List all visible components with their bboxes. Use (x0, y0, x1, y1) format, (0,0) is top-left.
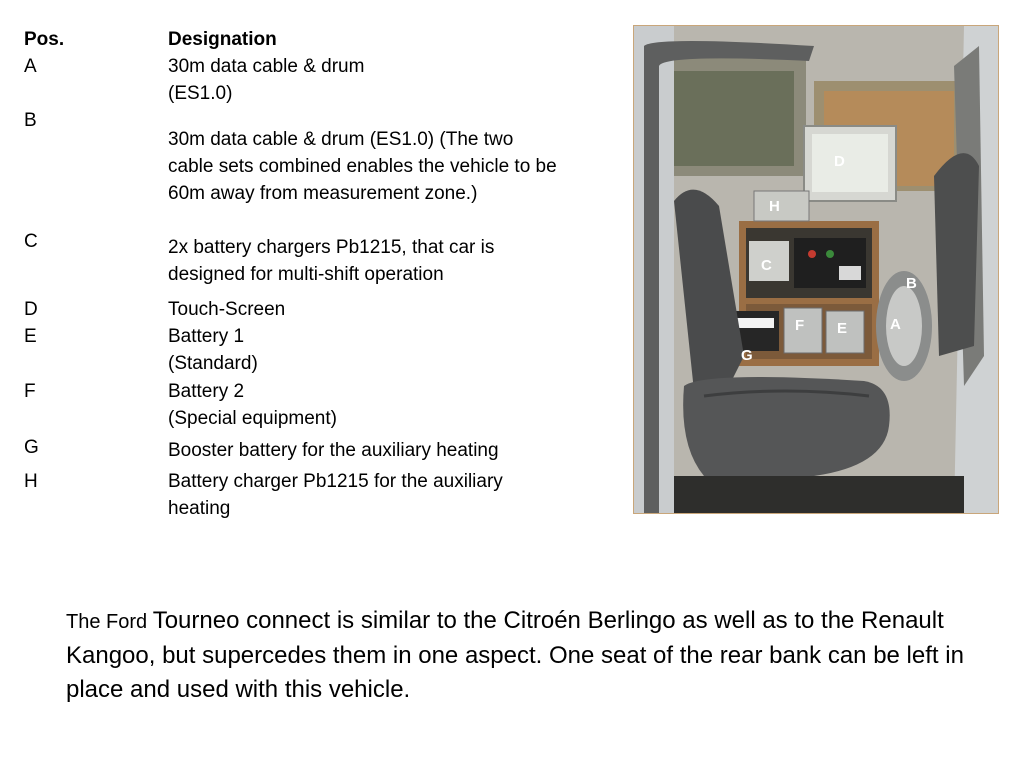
designation-line: (ES1.0) (168, 83, 233, 104)
designation-line: Battery 2 (168, 381, 245, 402)
row-pos: G (24, 437, 39, 458)
caption-lead: The Ford (66, 611, 153, 633)
designation-line: (Standard) (168, 353, 258, 374)
position-table (24, 26, 604, 519)
row-designation (168, 468, 598, 522)
designation-line: 30m data cable & drum (168, 56, 365, 77)
row-designation (168, 53, 598, 107)
photo-label-d: D (834, 153, 845, 170)
table-header (24, 26, 604, 53)
designation-line: Touch-Screen (168, 299, 286, 320)
row-pos: A (24, 56, 37, 77)
header-designation: Designation (168, 29, 277, 50)
designation-line: 60m away from measurement zone.) (168, 183, 478, 204)
photo-label-b: B (906, 275, 917, 292)
row-designation (168, 437, 598, 464)
photo-label-f: F (795, 317, 805, 334)
designation-line: cable sets combined enables the vehicle to be (168, 156, 557, 177)
description-paragraph (66, 604, 986, 707)
designation-line: Booster battery for the auxiliary heating (168, 440, 499, 461)
row-designation (168, 296, 598, 323)
row-designation (168, 126, 598, 207)
row-pos: D (24, 299, 38, 320)
row-designation (168, 378, 598, 432)
row-designation (168, 323, 598, 377)
row-pos: F (24, 381, 36, 402)
designation-line: Battery 1 (168, 326, 245, 347)
vehicle-interior-photo (633, 25, 999, 514)
row-designation (168, 234, 598, 288)
caption-rest: Tourneo connect is similar to the Citroén Berlingo as well as to the Renault Kangoo, but supercedes them in one aspect. One seat of the rear bank can be left in place and used with this vehicle. (66, 607, 964, 703)
designation-line: 2x battery chargers Pb1215, that car is (168, 237, 495, 258)
photo-label-h: H (769, 198, 780, 215)
designation-line: 30m data cable & drum (ES1.0) (The two (168, 129, 514, 150)
photo-label-g: G (741, 347, 753, 364)
row-pos: C (24, 231, 38, 252)
photo-label-a: A (890, 316, 901, 333)
designation-line: heating (168, 498, 231, 519)
row-pos: B (24, 110, 37, 131)
header-pos: Pos. (24, 29, 65, 50)
row-pos: H (24, 471, 38, 492)
photo-label-e: E (837, 320, 848, 337)
photo-label-c: C (761, 257, 772, 274)
designation-line: designed for multi-shift operation (168, 264, 444, 285)
row-pos: E (24, 326, 37, 347)
designation-line: (Special equipment) (168, 408, 337, 429)
designation-line: Battery charger Pb1215 for the auxiliary (168, 471, 503, 492)
